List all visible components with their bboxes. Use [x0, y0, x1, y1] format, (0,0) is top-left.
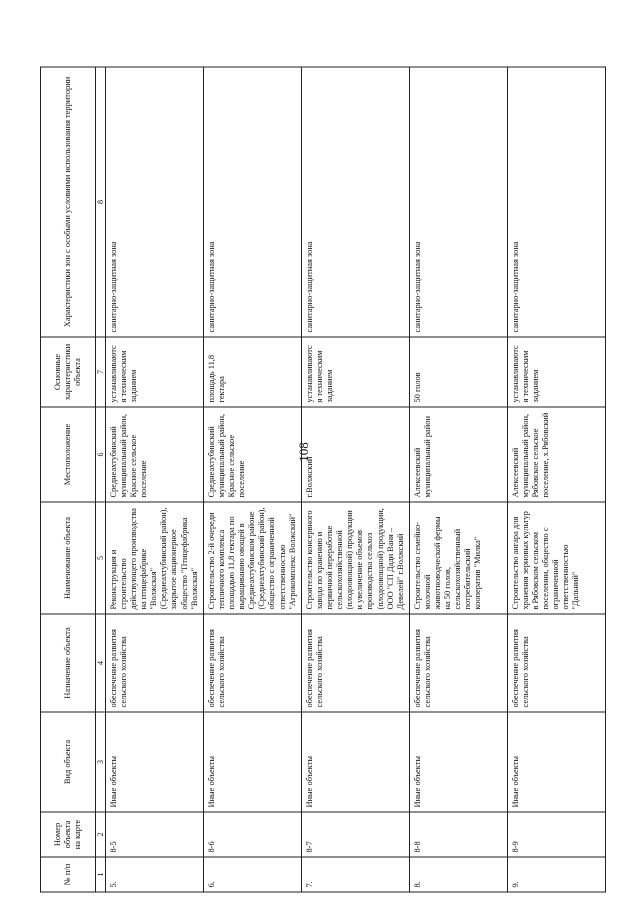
- column-header: Вид объекта: [41, 712, 96, 812]
- column-header: № п/п: [41, 857, 96, 892]
- table-row: [106, 67, 204, 892]
- column-header: Основные характеристики объекта: [41, 337, 96, 407]
- column-header: Характеристики зон с особыми условиями использования территории: [41, 67, 96, 337]
- object-name: Строительство семейно-молочной животноводческой фермы на 50 голов, сельскохозяйственный потребительский кооператив "Милка": [409, 502, 507, 614]
- object-kind: Иные объекты: [302, 712, 410, 812]
- object-purpose: обеспечение развития сельского хозяйства: [409, 614, 507, 712]
- object-name: Строительство ангара для хранения зерновых культур в Рябовском сельском поселении, общество с ограниченной ответственностью "Дальний": [507, 502, 605, 614]
- table-row: [302, 67, 410, 892]
- row-number: 9.: [507, 857, 605, 892]
- column-number: 6: [96, 407, 106, 502]
- column-number: 2: [96, 812, 106, 857]
- zone-characteristics: санитарно-защитная зона: [409, 67, 507, 337]
- object-location: Среднеахтубинский муниципальный район, Красное сельское поселение: [106, 407, 204, 502]
- zone-characteristics: санитарно-защитная зона: [204, 67, 302, 337]
- object-purpose: обеспечение развития сельского хозяйства: [302, 614, 410, 712]
- table-row: [507, 67, 605, 892]
- rotated-table-container: [40, 68, 600, 893]
- header-row: [41, 67, 96, 892]
- column-header: Назначение объекта: [41, 614, 96, 712]
- object-purpose: обеспечение развития сельского хозяйства: [507, 614, 605, 712]
- column-number: 4: [96, 614, 106, 712]
- map-number: 8-5: [106, 812, 204, 857]
- object-characteristics: устанавливаются техническим заданием: [507, 337, 605, 407]
- object-characteristics: 50 голов: [409, 337, 507, 407]
- object-location: г.Волжский: [302, 407, 410, 502]
- table-row: [204, 67, 302, 892]
- object-characteristics: устанавливаются техническим заданием: [106, 337, 204, 407]
- table-row: [409, 67, 507, 892]
- object-purpose: обеспечение развития сельского хозяйства: [106, 614, 204, 712]
- column-header: Номер объекта на карте: [41, 812, 96, 857]
- column-header: Местоположение: [41, 407, 96, 502]
- row-number: 7.: [302, 857, 410, 892]
- column-number: 5: [96, 502, 106, 614]
- column-number-row: [96, 67, 106, 892]
- map-number: 8-6: [204, 812, 302, 857]
- object-name: Строительство консервного завода по хранению и первичной переработке сельскохозяйственной (плодоовощной) продукции и увеличение объемов производства сельхоз (плодоовощной) продукции, ООО "СП Дади Ваня – Девелей" г.Волжский: [302, 502, 410, 614]
- column-header: Наименование объекта: [41, 502, 96, 614]
- zone-characteristics: санитарно-защитная зона: [302, 67, 410, 337]
- object-kind: Иные объекты: [204, 712, 302, 812]
- object-characteristics: площадь 11,8 гектара: [204, 337, 302, 407]
- object-location: Алексеевский муниципальный район, Рябовское сельское поселение, х.Рябовский: [507, 407, 605, 502]
- column-number: 1: [96, 857, 106, 892]
- object-kind: Иные объекты: [409, 712, 507, 812]
- object-kind: Иные объекты: [106, 712, 204, 812]
- object-name: Реконструкция и строительство действующего производства на птицефабрике "Волжская" (Среднеахтубинский район), закрытое акционерное общество "Птицефабрика "Волжская": [106, 502, 204, 614]
- column-number: 7: [96, 337, 106, 407]
- object-name: Строительство 2-й очереди тепличного комплекса площадью 11,8 гектара по выращиванию овощей в Среднеахтубинском районе (Среднеахтубинский район), общество с ограниченной ответственностью "Агрокомплекс Волжский": [204, 502, 302, 614]
- column-number: 8: [96, 67, 106, 337]
- objects-table: [40, 67, 606, 893]
- object-purpose: обеспечение развития сельского хозяйства: [204, 614, 302, 712]
- row-number: 5.: [106, 857, 204, 892]
- object-kind: Иные объекты: [507, 712, 605, 812]
- page-number: 108: [296, 442, 311, 462]
- map-number: 8-8: [409, 812, 507, 857]
- object-location: Алексеевский муниципальный район: [409, 407, 507, 502]
- map-number: 8-9: [507, 812, 605, 857]
- zone-characteristics: санитарно-защитная зона: [507, 67, 605, 337]
- object-characteristics: устанавливаются техническим заданием: [302, 337, 410, 407]
- column-number: 3: [96, 712, 106, 812]
- map-number: 8-7: [302, 812, 410, 857]
- object-location: Среднеахтубинский муниципальный район, Красное сельское поселение: [204, 407, 302, 502]
- row-number: 8.: [409, 857, 507, 892]
- row-number: 6.: [204, 857, 302, 892]
- zone-characteristics: санитарно-защитная зона: [106, 67, 204, 337]
